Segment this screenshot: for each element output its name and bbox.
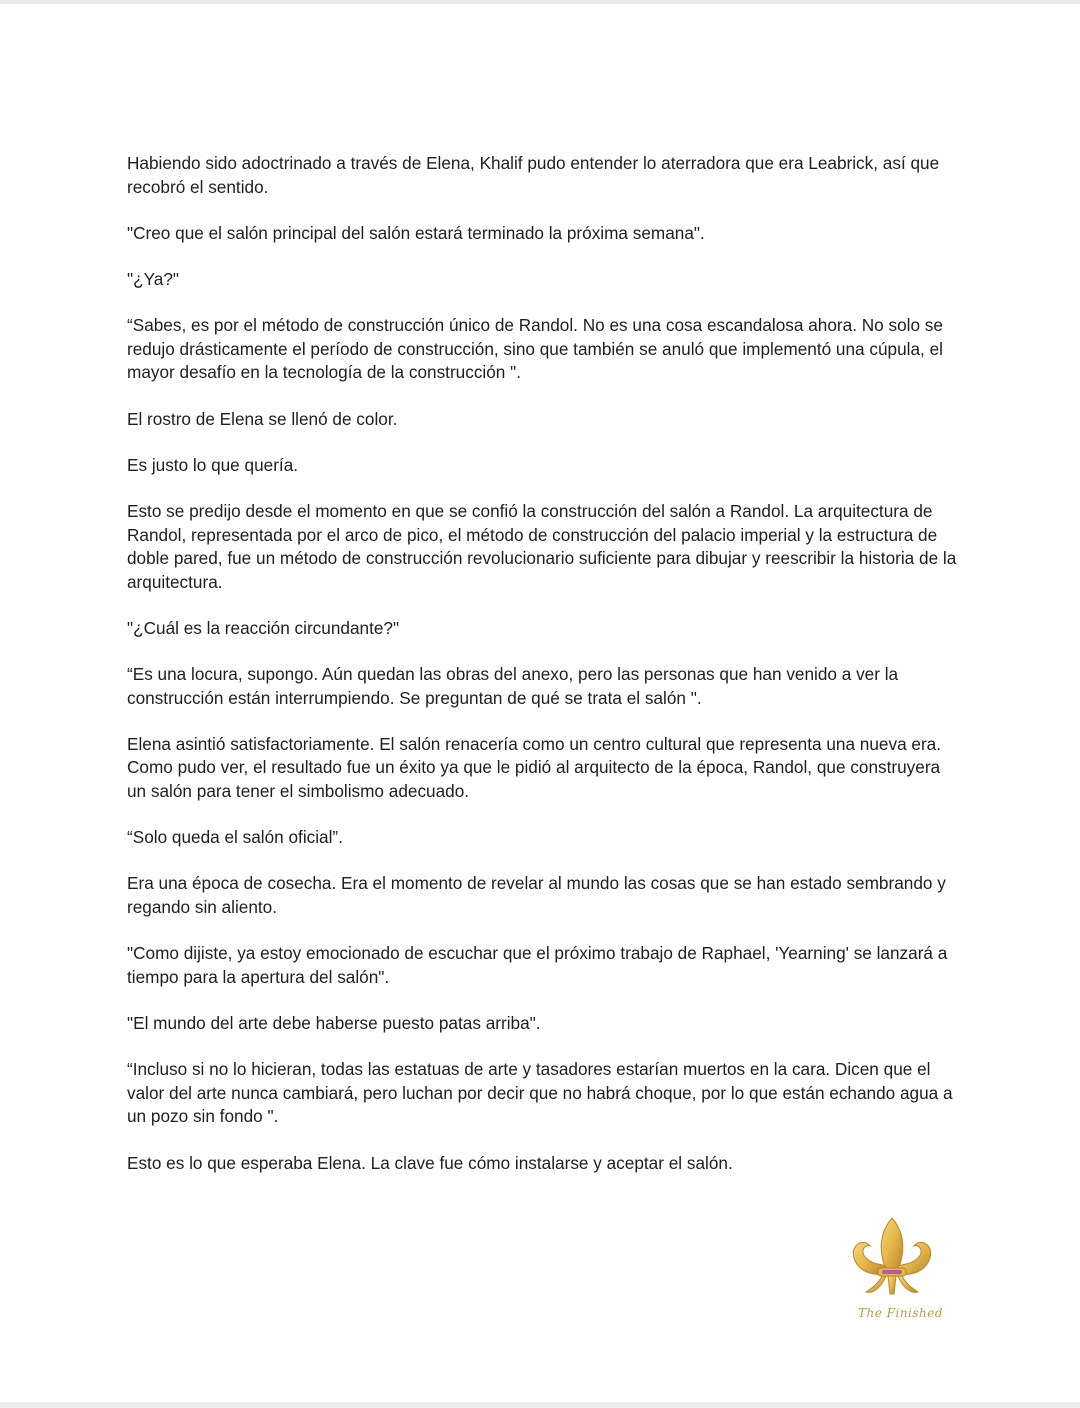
- fleur-bottom-right: [898, 1276, 918, 1292]
- paragraph: El rostro de Elena se llenó de color.: [127, 408, 398, 429]
- document-body: [127, 152, 957, 1198]
- paragraph: "Como dijiste, ya estoy emocionado de escuchar que el próximo trabajo de Raphael, 'Yearning' se lanzará a tiempo para la apertura del salón".: [127, 943, 948, 987]
- paragraph: "¿Cuál es la reacción circundante?": [127, 617, 400, 638]
- paragraph: Habiendo sido adoctrinado a través de Elena, Khalif pudo entender lo aterradora que era Leabrick, así que recobró el sentido.: [127, 153, 940, 197]
- paragraph: “Sabes, es por el método de construcción único de Randol. No es una cosa escandalosa ahora. No solo se redujo drásticamente el período de construcción, sino que también se anuló que implementó una cúpula, el mayor desafío en la tecnología de la construcción ".: [127, 315, 943, 383]
- paragraph: Esto es lo que esperaba Elena. La clave fue cómo instalarse y aceptar el salón.: [127, 1152, 733, 1173]
- fleur-bottom-left: [866, 1276, 886, 1292]
- paragraph: "Creo que el salón principal del salón estará terminado la próxima semana".: [127, 222, 705, 243]
- fleur-bottom-center: [888, 1276, 896, 1294]
- page-top-edge: [0, 0, 1080, 4]
- fleur-de-lis-svg: [842, 1214, 942, 1309]
- paragraph: “Es una locura, supongo. Aún quedan las obras del anexo, pero las personas que han venido a ver la construcción están interrumpiendo. Se preguntan de qué se trata el salón ".: [127, 664, 899, 708]
- paragraph: "El mundo del arte debe haberse puesto patas arriba".: [127, 1012, 541, 1033]
- paragraph: Era una época de cosecha. Era el momento de revelar al mundo las cosas que se han estado sembrando y regando sin aliento.: [127, 873, 946, 917]
- fleur-band-accent: [882, 1270, 902, 1274]
- fleur-center-petal: [881, 1218, 903, 1270]
- logo-caption: The Finished: [858, 1306, 944, 1320]
- paragraph: “Solo queda el salón oficial”.: [127, 827, 343, 848]
- paragraph: Esto se predijo desde el momento en que se confió la construcción del salón a Randol. La arquitectura de Randol, representada por el arco de pico, el método de construcción del palacio imperial y la estructura de doble pared, fue un método de construcción revolucionario suficiente para dibujar y reescribir la historia de la arquitectura.: [127, 500, 957, 592]
- paragraph: Elena asintió satisfactoriamente. El salón renacería como un centro cultural que representa una nueva era. Como pudo ver, el resultado fue un éxito ya que le pidió al arquitecto de la época, Randol, que construyera un salón para tener el simbolismo adecuado.: [127, 733, 942, 802]
- page-bottom-edge: [0, 1402, 1080, 1408]
- paragraph: Es justo lo que quería.: [127, 454, 299, 475]
- paragraph: "¿Ya?": [127, 268, 180, 289]
- paragraph: “Incluso si no lo hicieran, todas las estatuas de arte y tasadores estarían muertos en la cara. Dicen que el valor del arte nunca cambiará, pero luchan por decir que no habrá choque, por lo que están echando agua a un pozo sin fondo ".: [127, 1059, 953, 1127]
